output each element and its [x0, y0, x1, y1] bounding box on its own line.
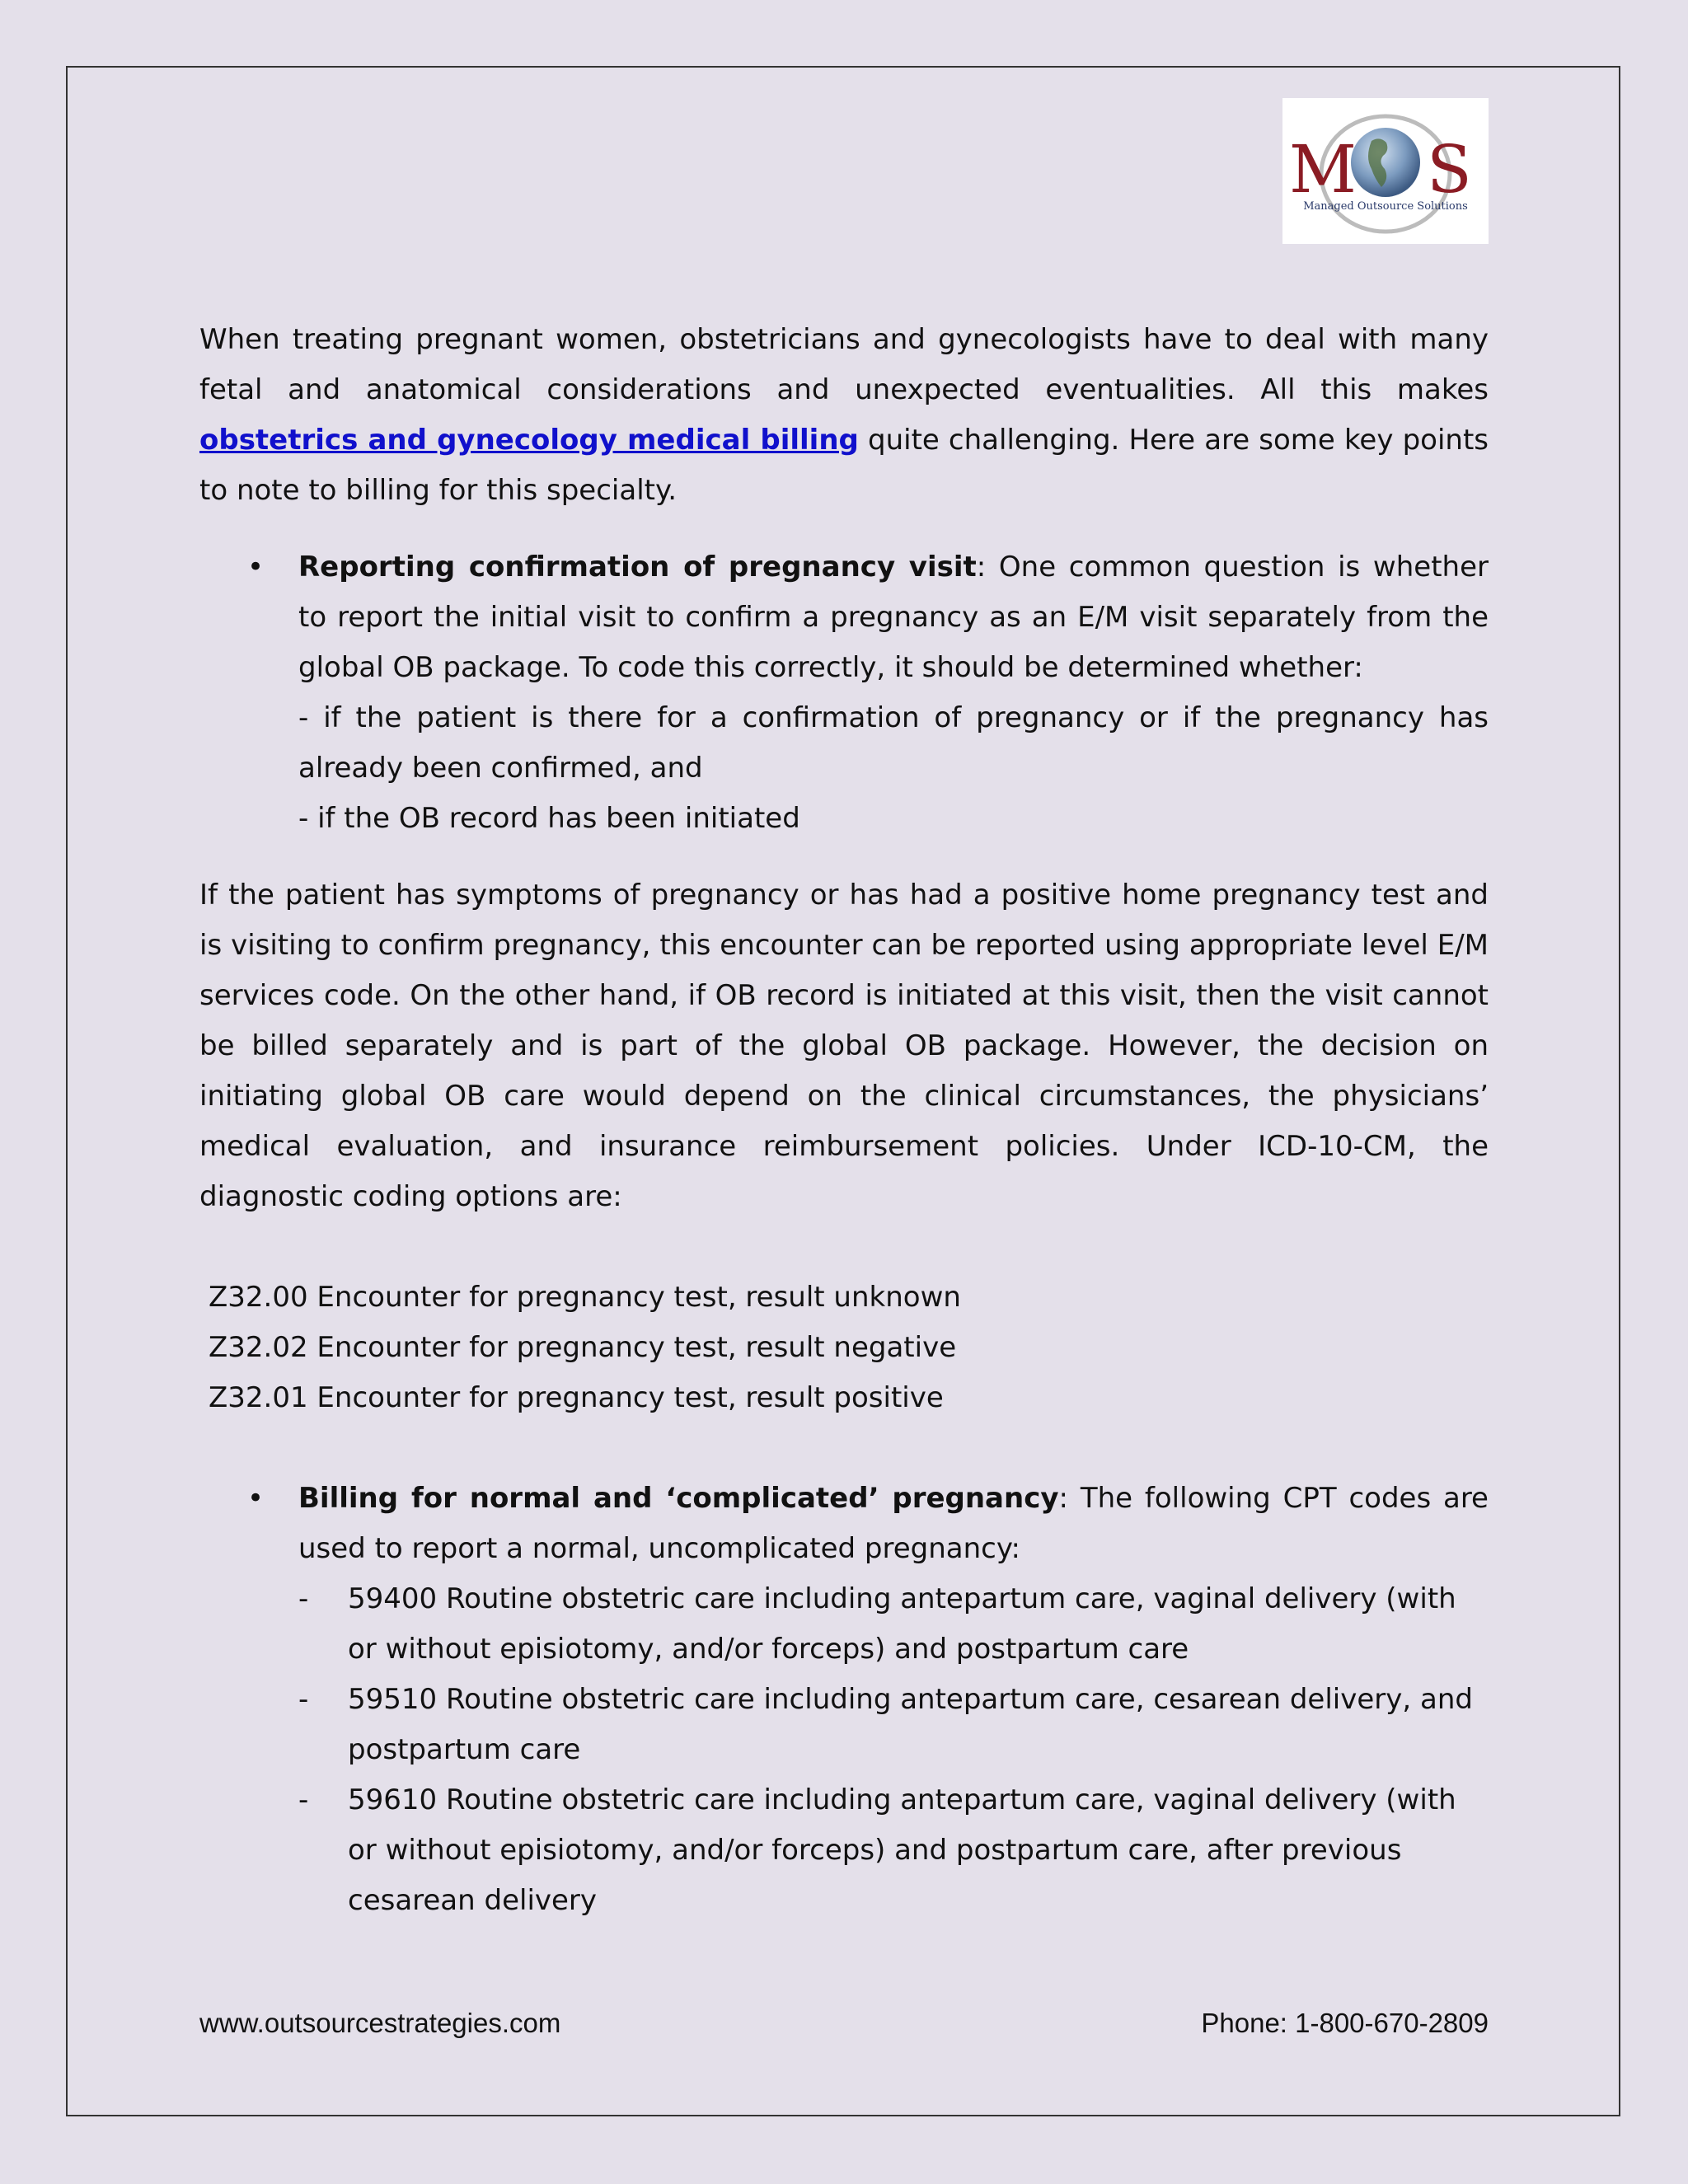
logo-tagline: Managed Outsource Solutions: [1303, 200, 1468, 213]
bullet-confirmation-visit: • Reporting confirmation of pregnancy visit: One common question is whether to report the initial visit to confirm a pregnancy as an E/M visit separately from the global OB package. To code this correctly, it should be determined whether: - if the patient is there for a confirmation of pregnancy or if the pregnancy has already been confirmed, and - if the OB record has been initiated: [199, 542, 1489, 844]
section2-heading: Billing for normal and ‘complicated’ pregnancy: [298, 1482, 1059, 1515]
logo-letter-m: M: [1289, 131, 1357, 208]
cpt-item: - 59510 Routine obstetric care including antepartum care, cesarean delivery, and postpartum care: [298, 1683, 1473, 1766]
cpt-item: - 59400 Routine obstetric care including antepartum care, vaginal delivery (with or without episiotomy, and/or forceps) and postpartum care: [298, 1582, 1456, 1666]
document-body: [199, 315, 1489, 1926]
footer-website: www.outsourcestrategies.com: [199, 2008, 561, 2038]
bullet-icon: •: [247, 1482, 265, 1515]
globe-icon: [1351, 128, 1420, 197]
intro-paragraph: When treating pregnant women, obstetricians and gynecologists have to deal with many fetal and anatomical considerations and unexpected eventualities. All this makes obstetrics and gynecology medical billing quite challenging. Here are some key points to note to billing for this specialty.: [199, 323, 1489, 507]
bullet-normal-complicated: • Billing for normal and ‘complicated’ pregnancy: The following CPT codes are used to report a normal, uncomplicated pregnancy:: [199, 1474, 1489, 1574]
company-logo: [1282, 98, 1489, 244]
list-item: Z32.02 Encounter for pregnancy test, result negative: [209, 1331, 957, 1364]
footer-phone: Phone: 1-800-670-2809: [1201, 2008, 1489, 2038]
obgyn-billing-link[interactable]: obstetrics and gynecology medical billing: [199, 424, 859, 457]
bullet-icon: •: [247, 551, 265, 583]
list-item: Z32.01 Encounter for pregnancy test, result positive: [209, 1381, 944, 1414]
icd-codes-list: [199, 1272, 1489, 1423]
condition-1: - if the patient is there for a confirmation of pregnancy or if the pregnancy has already been confirmed, and: [298, 701, 1489, 785]
cpt-item: - 59610 Routine obstetric care including antepartum care, vaginal delivery (with or without episiotomy, and/or forceps) and postpartum care, after previous cesarean delivery: [298, 1783, 1456, 1917]
logo-letter-s: S: [1427, 131, 1472, 208]
section1-heading: Reporting confirmation of pregnancy visit: [298, 551, 977, 583]
list-item: Z32.00 Encounter for pregnancy test, result unknown: [209, 1281, 961, 1314]
condition-2: - if the OB record has been initiated: [298, 802, 800, 835]
paragraph-2: If the patient has symptoms of pregnancy or has had a positive home pregnancy test and is visiting to confirm pregnancy, this encounter can be reported using appropriate level E/M services code. On the other hand, if OB record is initiated at this visit, then the visit cannot be billed separately and is part of the global OB package. However, the decision on initiating global OB care would depend on the clinical circumstances, the physicians’ medical evaluation, and insurance reimbursement policies. Under ICD-10-CM, the diagnostic coding options are:: [199, 879, 1489, 1213]
page-footer: [199, 2008, 1489, 2039]
